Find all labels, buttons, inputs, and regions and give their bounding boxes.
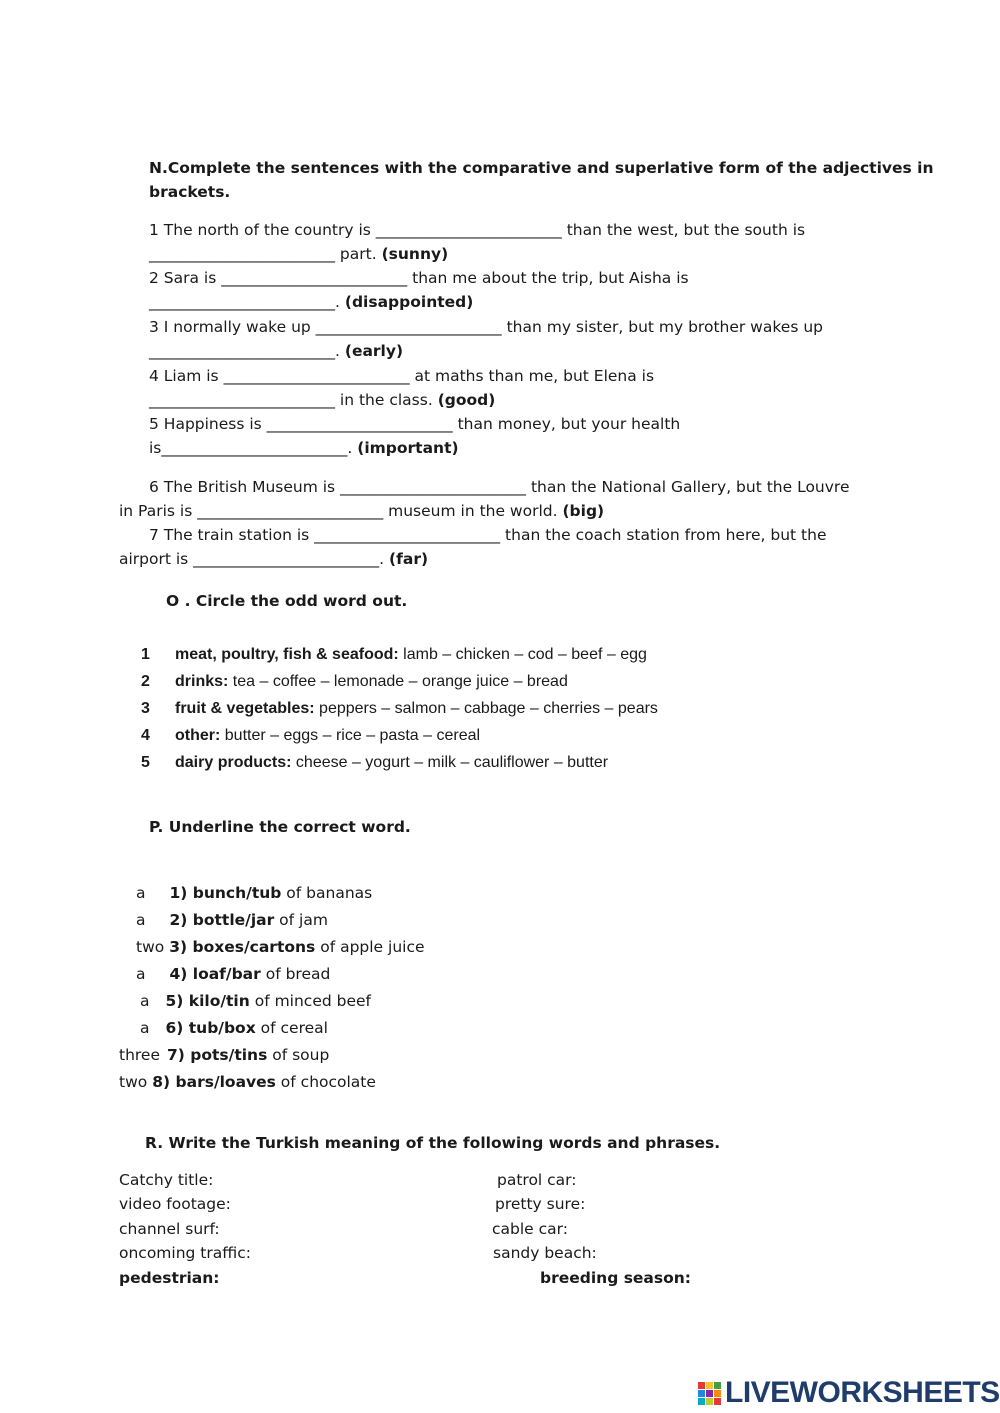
article: a — [136, 911, 146, 929]
question-2-blank: ________________________. — [149, 293, 345, 311]
question-6-hint: (big) — [562, 502, 605, 520]
question-6-line1: 6 The British Museum is ________________________ than the National Gallery, but the Louvre — [149, 478, 850, 496]
underline-item-6 — [140, 1018, 328, 1038]
section-n-title-line2: brackets. — [149, 183, 231, 201]
word-choice: 4) loaf/bar — [169, 965, 261, 983]
question-1-line2 — [149, 244, 448, 264]
logo-square — [698, 1382, 705, 1389]
question-3-hint: (early) — [344, 342, 404, 360]
vocab-left-4: oncoming traffic: — [119, 1244, 251, 1262]
section-p-title: P. Underline the correct word. — [149, 818, 411, 836]
category-label: drinks: — [175, 673, 229, 690]
word-list: butter – eggs – rice – pasta – cereal — [220, 727, 481, 744]
question-6-blank: in Paris is ________________________ museum in the world. — [119, 502, 563, 520]
underline-item-1 — [136, 883, 372, 903]
logo-square — [714, 1398, 721, 1405]
item-number: 1 — [141, 646, 150, 663]
liveworksheets-logo-icon — [698, 1382, 721, 1405]
liveworksheets-wordmark: LIVEWORKSHEETS — [725, 1376, 1000, 1409]
underline-item-2 — [136, 910, 328, 930]
question-2-line1: 2 Sara is ________________________ than me about the trip, but Aisha is — [149, 269, 689, 287]
word-choice: 5) kilo/tin — [165, 992, 250, 1010]
item-number: 3 — [141, 700, 150, 717]
word-choice: 7) pots/tins — [167, 1046, 268, 1064]
vocab-left-1: Catchy title: — [119, 1171, 214, 1189]
word-list: lamb – chicken – cod – beef – egg — [398, 646, 647, 663]
section-n-title-line1: N.Complete the sentences with the comparative and superlative form of the adjectives in — [149, 159, 934, 177]
vocab-right-2: pretty sure: — [495, 1195, 586, 1213]
question-1-line1: 1 The north of the country is ________________________ than the west, but the south is — [149, 221, 806, 239]
vocab-left-5: pedestrian: — [119, 1269, 220, 1287]
odd-word-item-1 — [141, 645, 647, 665]
underline-item-7 — [119, 1045, 329, 1065]
vocab-right-5: breeding season: — [540, 1269, 692, 1287]
question-4-hint: (good) — [437, 391, 496, 409]
item-rest: of chocolate — [275, 1073, 376, 1091]
item-number: 4 — [141, 727, 150, 744]
vocab-right-3: cable car: — [492, 1220, 568, 1238]
question-1-hint: (sunny) — [381, 245, 449, 263]
question-7-hint: (far) — [389, 550, 429, 568]
item-rest: of jam — [274, 911, 328, 929]
question-4-blank: ________________________ in the class. — [149, 391, 438, 409]
category-label: fruit & vegetables: — [175, 700, 315, 717]
question-6-line2 — [119, 501, 604, 521]
logo-square — [706, 1382, 713, 1389]
item-rest: of minced beef — [249, 992, 371, 1010]
question-2-line2 — [149, 292, 473, 312]
odd-word-item-3 — [141, 699, 658, 719]
category-label: other: — [175, 727, 221, 744]
question-5-hint: (important) — [357, 439, 459, 457]
underline-item-5 — [140, 991, 371, 1011]
logo-square — [698, 1398, 705, 1405]
item-rest: of bananas — [281, 884, 373, 902]
category-label: dairy products: — [175, 754, 292, 771]
article: a — [140, 1019, 150, 1037]
word-choice: 3) boxes/cartons — [169, 938, 316, 956]
question-5-line2 — [149, 438, 459, 458]
underline-item-4 — [136, 964, 330, 984]
liveworksheets-logo[interactable] — [698, 1376, 1000, 1410]
underline-item-3 — [136, 937, 425, 957]
item-rest: of apple juice — [315, 938, 425, 956]
vocab-left-2: video footage: — [119, 1195, 231, 1213]
question-4-line1: 4 Liam is ________________________ at maths than me, but Elena is — [149, 367, 655, 385]
underline-item-8 — [119, 1072, 376, 1092]
category-label: meat, poultry, fish & seafood: — [175, 646, 399, 663]
item-rest: of bread — [260, 965, 331, 983]
logo-square — [706, 1390, 713, 1397]
question-5-line1: 5 Happiness is ________________________ than money, but your health — [149, 415, 681, 433]
section-r-title: R. Write the Turkish meaning of the following words and phrases. — [145, 1134, 721, 1152]
question-3-line2 — [149, 341, 403, 361]
question-7-blank: airport is ________________________. — [119, 550, 390, 568]
word-choice: 1) bunch/tub — [169, 884, 282, 902]
word-choice: 8) bars/loaves — [152, 1073, 276, 1091]
logo-square — [714, 1390, 721, 1397]
item-rest: of soup — [267, 1046, 330, 1064]
question-3-blank: ________________________. — [149, 342, 345, 360]
item-rest: of cereal — [255, 1019, 328, 1037]
vocab-right-4: sandy beach: — [493, 1244, 597, 1262]
section-o-title: O . Circle the odd word out. — [166, 592, 408, 610]
question-4-line2 — [149, 390, 495, 410]
question-7-line2 — [119, 549, 428, 569]
question-3-line1: 3 I normally wake up ________________________ than my sister, but my brother wakes up — [149, 318, 823, 336]
article: a — [140, 992, 150, 1010]
logo-square — [698, 1390, 705, 1397]
word-choice: 6) tub/box — [165, 1019, 256, 1037]
article: two — [119, 1073, 148, 1091]
question-2-hint: (disappointed) — [344, 293, 474, 311]
odd-word-item-2 — [141, 672, 568, 692]
article: two — [136, 938, 165, 956]
word-list: cheese – yogurt – milk – cauliflower – butter — [291, 754, 609, 771]
article: a — [136, 965, 146, 983]
odd-word-item-4 — [141, 726, 480, 746]
question-7-line1: 7 The train station is ________________________ than the coach station from here, but the — [149, 526, 827, 544]
vocab-right-1: patrol car: — [497, 1171, 577, 1189]
article: a — [136, 884, 146, 902]
odd-word-item-5 — [141, 753, 608, 773]
question-1-blank: ________________________ part. — [149, 245, 382, 263]
word-choice: 2) bottle/jar — [169, 911, 275, 929]
article: three — [119, 1046, 161, 1064]
item-number: 5 — [141, 754, 150, 771]
word-list: peppers – salmon – cabbage – cherries – pears — [314, 700, 658, 717]
logo-square — [706, 1398, 713, 1405]
logo-square — [714, 1382, 721, 1389]
word-list: tea – coffee – lemonade – orange juice – bread — [228, 673, 568, 690]
item-number: 2 — [141, 673, 150, 690]
vocab-left-3: channel surf: — [119, 1220, 220, 1238]
question-5-blank: is________________________. — [149, 439, 358, 457]
